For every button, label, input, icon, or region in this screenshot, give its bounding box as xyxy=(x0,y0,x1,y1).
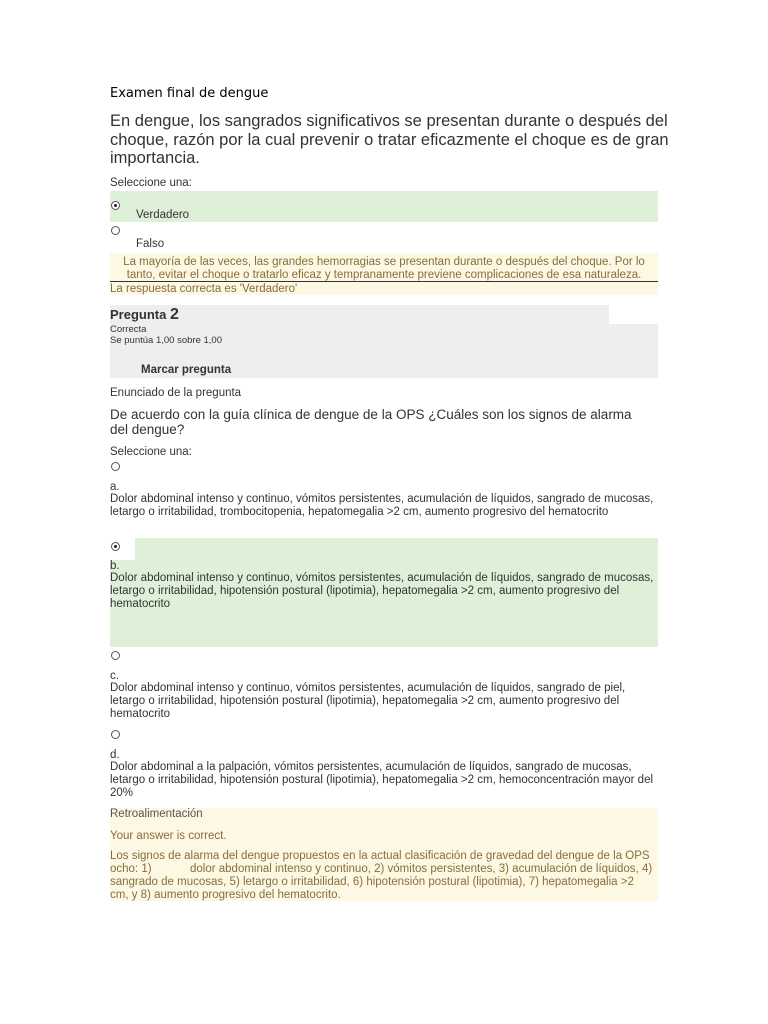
radio-d[interactable] xyxy=(111,730,122,741)
divider xyxy=(110,281,658,282)
option-d-text: Dolor abdominal a la palpación, vómitos persistentes, acumulación de líquidos, sangrado de mucosas, letargo o irritabilidad, hipotensión postural (lipotimia), hepatomegalia >2 cm, hemoconcentración mayor del 20% xyxy=(110,761,654,799)
statement-label: Enunciado de la pregunta xyxy=(110,387,242,399)
option-d-letter: d. xyxy=(110,749,120,761)
feedback-line-2a: ocho: 1) xyxy=(110,863,152,875)
radio-unchecked-icon xyxy=(111,226,120,235)
option-c-text: Dolor abdominal intenso y continuo, vómitos persistentes, acumulación de líquidos, sangrado de piel, letargo o irritabilidad, hipotensión postural (lipotimia), hepatomegalia >2 cm, aumento progresivo del hematocrito xyxy=(110,682,626,720)
q1-feedback-text: La mayoría de las veces, las grandes hemorragias se presentan durante o después del choque. Por lo tanto, evitar el choque o tratarlo eficaz y tempranamente previene complicaciones de esa naturaleza. xyxy=(123,256,645,281)
option-a-letter: a. xyxy=(110,481,120,493)
radio-a[interactable] xyxy=(111,462,122,473)
radio-false[interactable] xyxy=(111,226,122,237)
question-1-text: En dengue, los sangrados significativos se presentan durante o después del choque, razón por la cual prevenir o tratar eficazmente el choque es de gran importancia. xyxy=(110,112,669,167)
q2-score: Se puntúa 1,00 sobre 1,00 xyxy=(110,335,222,346)
option-false-label: Falso xyxy=(136,238,165,250)
option-b-letter: b. xyxy=(110,560,120,572)
feedback-line-3: sangrado de mucosas, 5) letargo o irritabilidad, 6) hipotensión postural (lipotimia), 7) hepatomegalia >2 xyxy=(110,876,634,888)
feedback-title: Retroalimentación xyxy=(110,808,203,820)
option-true-row[interactable] xyxy=(110,191,658,222)
option-b-text: Dolor abdominal intenso y continuo, vómitos persistentes, acumulación de líquidos, sangrado de mucosas, letargo o irritabilidad, hipotensión postural (lipotimia), hepatomegalia >2 cm, aumento progresivo del hematocrito xyxy=(110,572,654,610)
document-title: Examen final de dengue xyxy=(110,86,269,101)
radio-unchecked-icon xyxy=(111,462,120,471)
radio-checked-icon xyxy=(111,542,120,551)
radio-true[interactable] xyxy=(111,201,122,212)
option-c-letter: c. xyxy=(110,670,119,682)
feedback-line-1: Los signos de alarma del dengue propuestos en la actual clasificación de gravedad del dengue de la OPS xyxy=(110,850,650,862)
q2-header-top xyxy=(110,305,609,324)
option-a-text: Dolor abdominal intenso y continuo, vómitos persistentes, acumulación de líquidos, sangrado de mucosas, letargo o irritabilidad, trombocitopenia, hepatomegalia >2 cm, aumento progresivo del hematocrito xyxy=(110,493,654,518)
question-number: 2 xyxy=(169,306,179,323)
feedback-line-2b: dolor abdominal intenso y continuo, 2) vómitos persistentes, 3) acumulación de líquidos, 4) xyxy=(190,863,653,875)
select-prompt: Seleccione una: xyxy=(110,177,192,189)
radio-b[interactable] xyxy=(111,542,122,553)
flag-question-link[interactable]: Marcar pregunta xyxy=(141,364,232,376)
q2-status: Correcta xyxy=(110,324,147,335)
radio-checked-icon xyxy=(111,201,120,210)
question-label: Pregunta xyxy=(110,307,167,322)
option-b-row-top[interactable] xyxy=(135,538,658,560)
radio-c[interactable] xyxy=(111,651,122,662)
question-2-text: De acuerdo con la guía clínica de dengue de la OPS ¿Cuáles son los signos de alarma del dengue? xyxy=(110,407,632,437)
q1-correct-answer: La respuesta correcta es 'Verdadero' xyxy=(110,283,298,295)
radio-unchecked-icon xyxy=(111,730,120,739)
feedback-status: Your answer is correct. xyxy=(110,830,227,842)
radio-unchecked-icon xyxy=(111,651,120,660)
option-true-label: Verdadero xyxy=(136,209,190,221)
select-prompt-2: Seleccione una: xyxy=(110,446,192,458)
question-2-label xyxy=(110,306,179,324)
feedback-line-4: cm, y 8) aumento progresivo del hematocrito. xyxy=(110,889,341,901)
